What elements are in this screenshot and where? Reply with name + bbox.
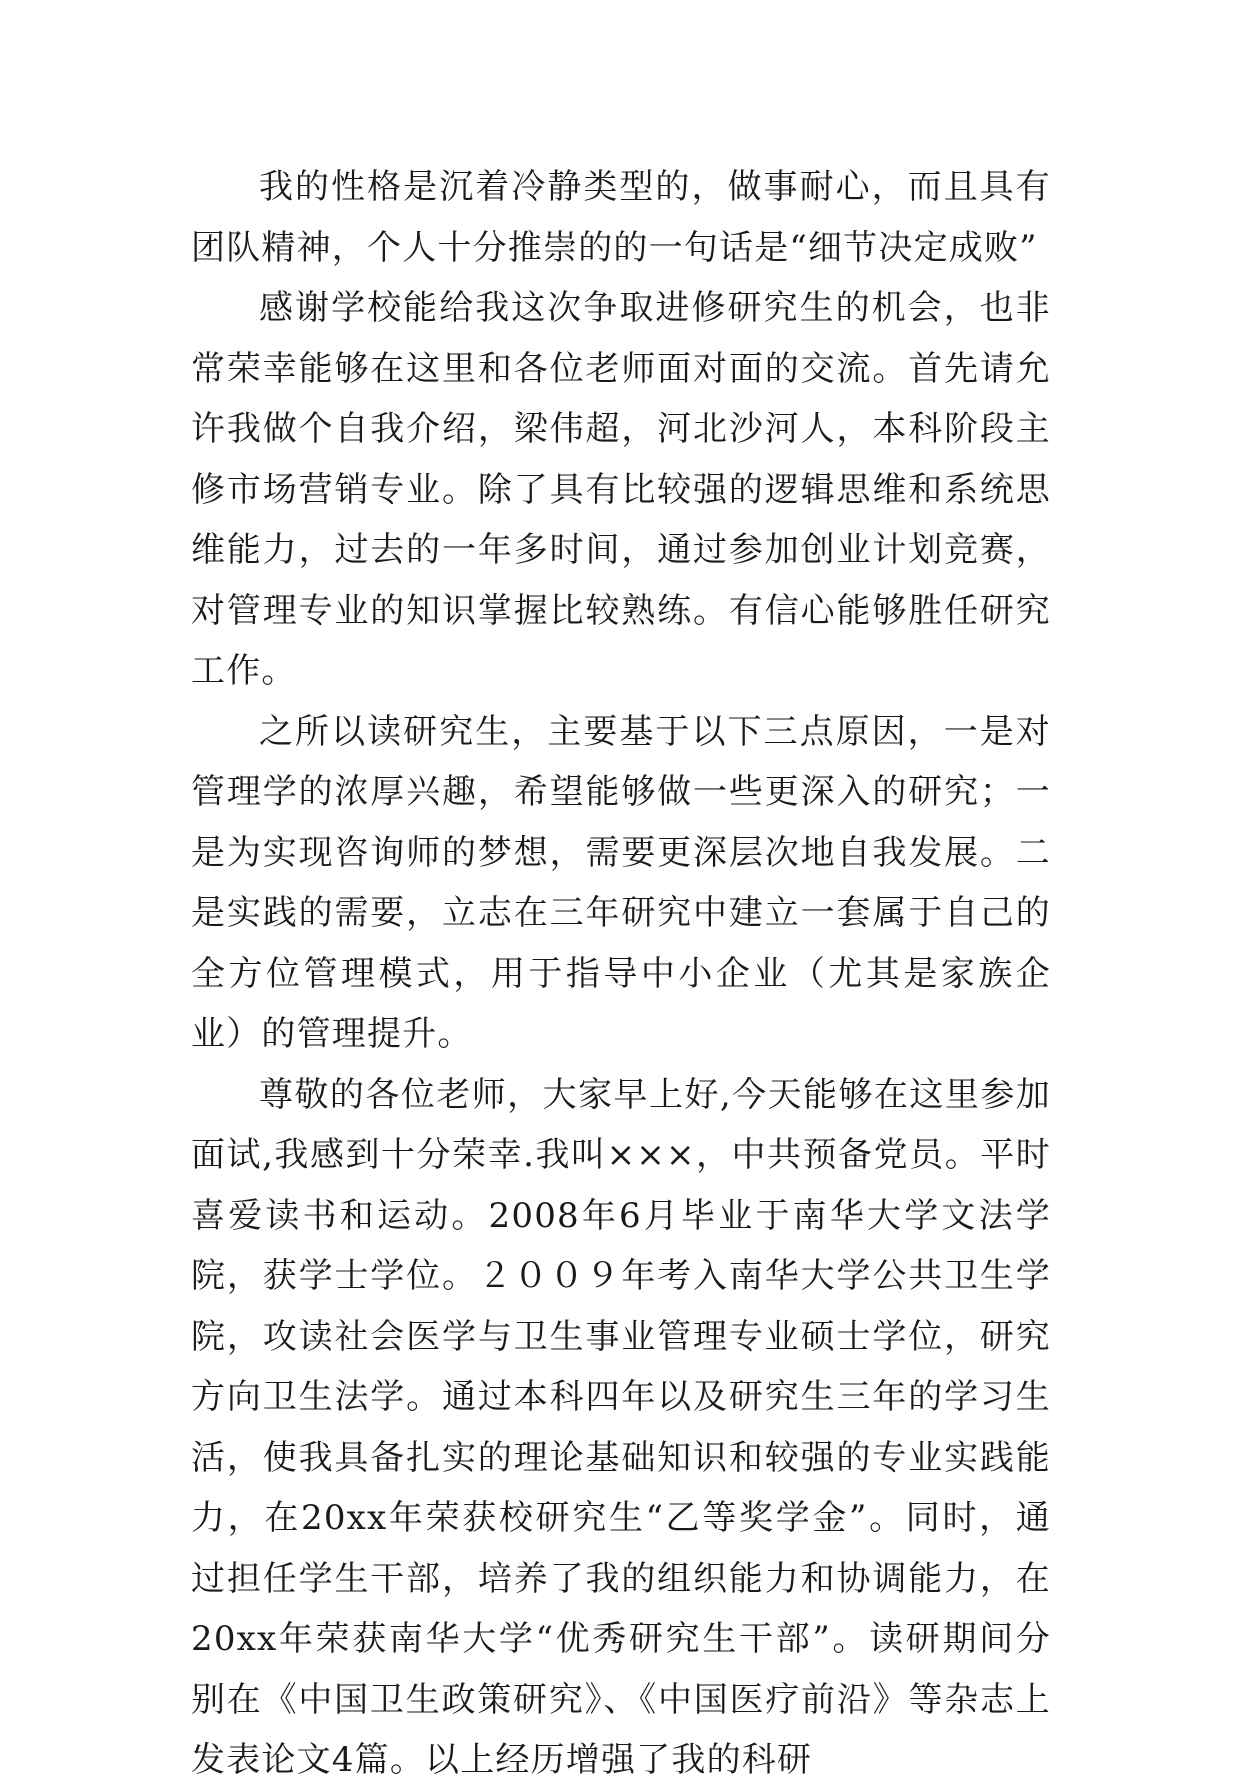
paragraph-personality: 我的性格是沉着冷静类型的，做事耐心，而且具有团队精神，个人十分推崇的的一句话是“细节决定成败”	[191, 167, 1051, 268]
paragraph-self-introduction: 感谢学校能给我这次争取进修研究生的机会，也非常荣幸能够在这里和各位老师面对面的交流。首先请允许我做个自我介绍，梁伟超，河北沙河人，本科阶段主修市场营销专业。除了具有比较强的逻辑思维和系统思维能力，过去的一年多时间，通过参加创业计划竞赛，对管理专业的知识掌握比较熟练。有信心能够胜任研究工作。	[191, 288, 1051, 691]
paragraph-interview-speech: 尊敬的各位老师，大家早上好,今天能够在这里参加面试,我感到十分荣幸.我叫×××，中共预备党员。平时喜爱读书和运动。2008年6月毕业于南华大学文法学院，获学士学位。２００９年考入南华大学公共卫生学院，攻读社会医学与卫生事业管理专业硕士学位，研究方向卫生法学。通过本科四年以及研究生三年的学习生活，使我具备扎实的理论基础知识和较强的专业实践能力，在20xx年荣获校研究生“乙等奖学金”。同时，通过担任学生干部，培养了我的组织能力和协调能力，在20xx年荣获南华大学“优秀研究生干部”。读研期间分别在《中国卫生政策研究》、《中国医疗前沿》等杂志上发表论文4篇。以上经历增强了我的科研	[191, 1074, 1051, 1780]
paragraph-reasons: 之所以读研究生，主要基于以下三点原因，一是对管理学的浓厚兴趣，希望能够做一些更深入的研究；一是为实现咨询师的梦想，需要更深层次地自我发展。二是实践的需要，立志在三年研究中建立一套属于自己的全方位管理模式，用于指导中小企业（尤其是家族企业）的管理提升。	[191, 711, 1051, 1054]
document-body	[191, 157, 1051, 1791]
